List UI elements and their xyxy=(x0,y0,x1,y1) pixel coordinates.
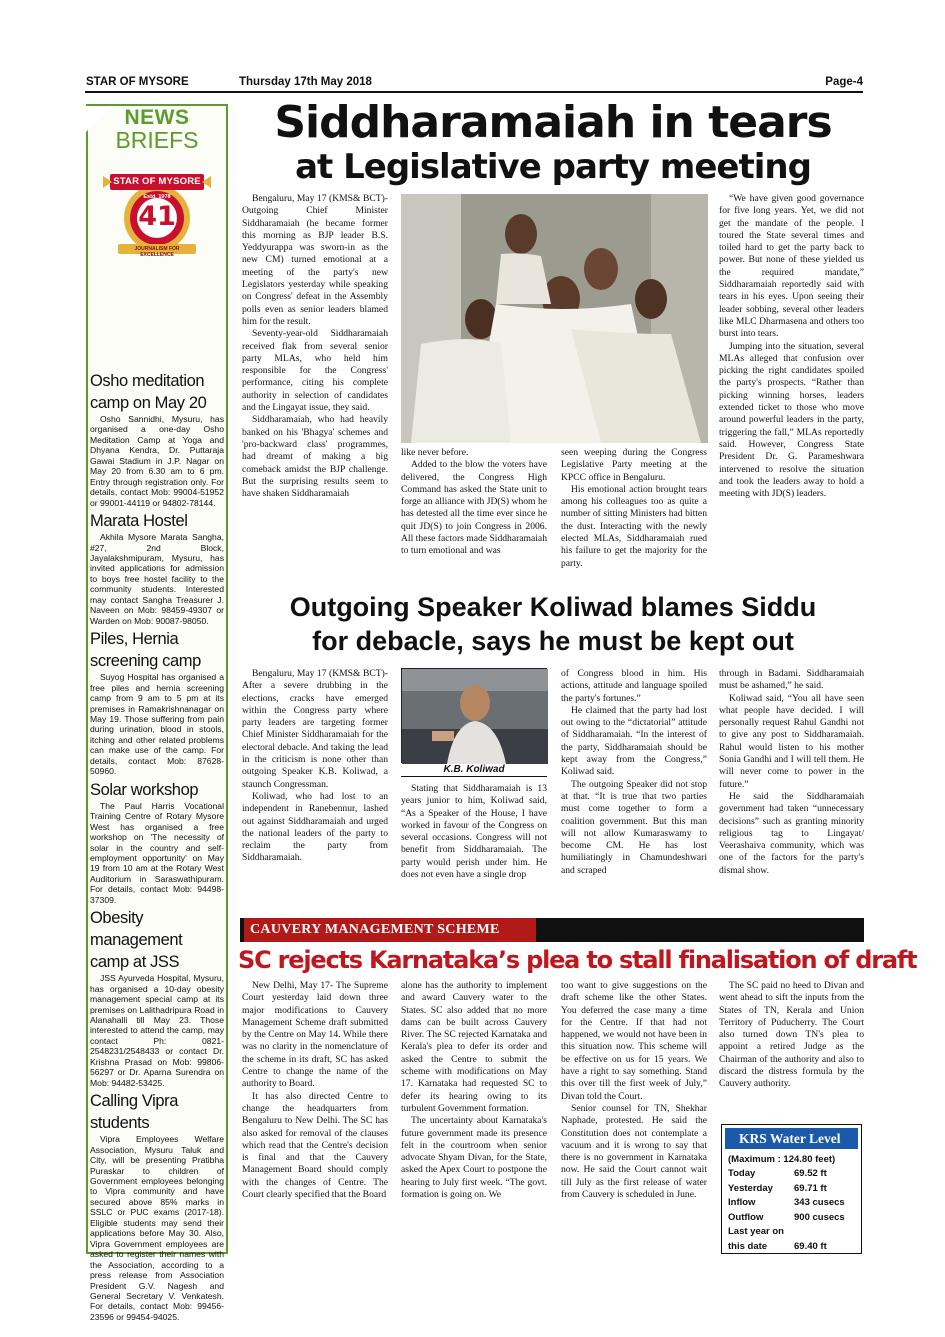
paragraph: The outgoing Speaker did not stop at that. “It is true that two parties must come together to form a coalition government. But this man will not allow Kumaraswamy to become CM. He has lost humiliatingly in Chamundeshwari and scraped xyxy=(561,778,707,876)
masthead-name: STAR OF MYSORE xyxy=(86,76,189,88)
article2-headline-line1: Outgoing Speaker Koliwad blames Siddu xyxy=(289,592,817,622)
krs-label: Outflow xyxy=(728,1211,764,1223)
krs-label: Yesterday xyxy=(728,1182,773,1194)
photo-caption: K.B. Koliwad xyxy=(401,764,547,777)
logo-estd: Estd. 1978 xyxy=(143,194,171,200)
brief-body: The Paul Harris Vocational Training Centre of Rotary Mysore West has organised a free workshop on 'The necessity of solar in the country and self- employment opportunity' on May 19 from 10 am at the Rotary West Auditorium in Saraswathipuram. For details, contact Mob: 94498-37309. xyxy=(90,800,224,905)
paragraph: “We have given good governance for five long years. Yet, we did not get the mandate of the people. I toured the State several times and toiled hard to get the party back to power. But none of these yielded us the required mandate,” Siddharamaiah reportedly said with tears in his eyes. Upon seeing their leader sobbing, several other leaders like MLC Dharmasena and others too burst into tears. xyxy=(719,193,864,340)
news-label: NEWS xyxy=(124,106,190,129)
paragraph: like never before. xyxy=(401,447,469,458)
brief-title: Osho meditation camp on May 20 xyxy=(90,372,207,412)
paragraph: too want to give suggestions on the draft scheme like the other States. You deferred the case many a time for the Centre. If that had not happened, we would not have been in this situation now. This scheme will be effective on us for 15 years. We have a right to say something. Stand this over till the first week of July,” Divan told the Court. xyxy=(561,980,707,1102)
paragraph: The uncertainty about Karnataka's future government made its presence felt in the courtroom when senior advocate Shyam Divan, for the State, asked the Apex Court to postpone the hearing to July first week. “The govt. formation is going on. We xyxy=(401,1115,547,1201)
article3-col3 xyxy=(561,980,707,1255)
paragraph: Koliwad, who had lost to an independent in Ranebennur, lashed out against Siddharamaiah and urged the national leaders of the party to reclaim the party from Siddharamaiah. xyxy=(242,790,388,864)
brief-title: Calling Vipra students xyxy=(90,1092,179,1133)
paragraph: seen weeping during the Congress Legislative Party meeting at the KPCC office in Bengaluru. xyxy=(561,447,707,483)
paragraph: Added to the blow the voters have delivered, the Congress High Command has asked the State unit to forge an alliance with JD(S) whom he has detested all the time ever since he quit JD(S) to join Congress in 2006. All these factors made Siddharamaiah to turn emotional and was xyxy=(401,459,547,557)
koliwad-photo xyxy=(401,668,547,763)
koliwad-portrait-image xyxy=(402,669,548,764)
paragraph: alone has the authority to implement and award Cauvery water to the States. SC also added that no more dams can be built across Cauvery River. The SC rejected Karnataka and Kerala's plea to defer its order and asked the Centre to submit the scheme with modifications on May 17. Karnataka had requested SC to defer its hearing owing to its turbulent Government formation. xyxy=(401,980,547,1114)
brief-title: Piles, Hernia screening camp xyxy=(90,630,201,671)
paragraph: through in Badami. Siddharamaiah must be ashamed,” he said. xyxy=(719,668,864,692)
brief-body: JSS Ayurveda Hospital, Mysuru, has organised a 10-day obesity management special camp at its premises on Lalithadripura Road in Alanahalli till May 23. Those interested to attend the camp, may contact Ph: 0821-2548231/2548433 or contact Dr. Krishna Prasad on Mob: 99806-56297 or Dr. Aparna Surendra on Mob: 94482-53425. xyxy=(90,973,224,1088)
news-briefs-sidebar xyxy=(86,104,228,1322)
krs-row xyxy=(728,1183,858,1198)
article1-col4 xyxy=(719,193,864,588)
krs-title: KRS Water Level xyxy=(725,1128,858,1149)
article1-col1 xyxy=(242,193,388,588)
article3-headline: SC rejects Karnataka’s plea to stall finalisation of draft xyxy=(238,946,917,974)
paragraph: It has also directed Centre to change the headquarters from Bengaluru to New Delhi. The SC has also asked for removal of the clauses which read that the Centre's decision is final and that the Cauvery Management Board should comply with the changes of Centre. The Court clearly specified that the Board xyxy=(242,1090,388,1201)
brief-title: Obesity management camp at JSS xyxy=(90,909,183,972)
article2-col3 xyxy=(561,668,707,908)
krs-row xyxy=(728,1212,858,1227)
siddharamaiah-photo xyxy=(401,194,708,443)
article1-headline-line2: at Legislative party meeting xyxy=(295,147,811,187)
brief-body: Suyog Hospital has organised a free piles and hernia screening camp from 9 am to 5 pm at its premises in Ramakrishnanagar on May 19. Those suffering from pain during urination, blood in stools, itching and other related problems can make use of the camp. For details, contact Mob: 87628-50960. xyxy=(90,672,224,777)
krs-label: this date xyxy=(728,1240,768,1252)
paragraph: Bengaluru, May 17 (KMS& BCT)- After a severe drubbing in the elections, cracks have emerged within the Congress party where party leaders are targeting former Chief Minister Siddharamaiah for the electoral debacle. And taking the lead in the criticism is none other than outgoing Speaker K.B. Koliwad, a staunch Congressman. xyxy=(242,668,388,790)
krs-water-level-box xyxy=(721,1124,862,1254)
paragraph: He said the Siddharamaiah government had taken “unnecessary decisions” such as granting minority religious tag to Lingayat/ Veerashaiva community, which was one of the factors for the party's dismal show. xyxy=(719,790,864,876)
paragraph: Jumping into the situation, several MLAs alleged that confusion over picking the right candidates spoiled the party's prospects. “Rather than picking winning horses, leaders extended ticket to those who move around powerful leaders in the party, triggering the fall,” MLAs reportedly said. However, Congress State President Dr. G. Parameshwara intervened to resolve the situation and took the leaders away to hold a meeting with JD(S) leaders. xyxy=(719,340,864,500)
page-number: Page-4 xyxy=(825,76,863,88)
krs-maximum: (Maximum : 124.80 feet) xyxy=(728,1154,836,1165)
paragraph: of Congress blood in him. His actions, attitude and language spoiled the party's fortunes.” xyxy=(561,668,707,704)
logo-bottom-text: JOURNALISM FOR EXCELLENCE xyxy=(134,246,180,258)
krs-value: 69.52 ft xyxy=(794,1168,827,1179)
article1-col2 xyxy=(401,447,547,588)
brief-body: Vipra Employees Welfare Association, Mysuru Taluk and City, will be presenting Pratibha Puraskar to children of Government employees belonging to Vipra community and have secured above 85% marks in SSLC or PUC exams (2017-18). Eligible students may send their applications before May 30. Also, Vipra Government employees are asked to register their names with the Association, according to a press release from Association President G.V. Nagesh and General Secretary V. Venkatesh. For details, contact Mob: 99456-23596 or 99454-94025. xyxy=(90,1134,224,1322)
paragraph: Stating that Siddharamaiah is 13 years junior to him, Koliwad said, “As a Speaker of the House, I have worked in favour of the Congress on several occasions. Congress will not benefit from Siddharamaiah. The party would perish under him. He does not even have a single drop xyxy=(401,783,547,881)
logo-number: 41 xyxy=(138,201,176,232)
article1-col3 xyxy=(561,447,707,588)
paragraph: The SC paid no heed to Divan and went ahead to sift the inputs from the States of TN, Kerala and Union Territory of Puducherry. The Court also turned down TN's plea to appoint a retired Judge as the Chairman of the authority and also to discard the distress formula by the Cauvery authority. xyxy=(719,980,864,1090)
brief-body: Osho Sannidhi, Mysuru, has organised a one-day Osho Meditation Camp at Yoga and Dhyana Kendra, Dr. Puttaraja Gawai Stadium in J.P. Nagar on May 20 from 6.30 am to 6 pm. Entry through registration only. For details, contact Mob: 99004-51952 or 99001-44119 or 94802-78144. xyxy=(90,414,224,508)
article3-col1 xyxy=(242,980,388,1255)
brief-title: Solar workshop xyxy=(90,780,199,799)
paragraph: Bengaluru, May 17 (KMS& BCT)- Outgoing Chief Minister Siddharamaiah (he became former this morning as BJP leader B.S. Yeddyurappa was sworn-in as the new CM) turned emotional at a meeting of the party's new Legislators yesterday while speaking on Congress' defeat in the Assembly polls even as senior leaders blamed him for the result. xyxy=(242,193,388,327)
briefs-label: BRIEFS xyxy=(115,127,199,153)
star-of-mysore-41-logo xyxy=(100,168,214,262)
paragraph: Koliwad said, “You all have seen what people have decided. I will personally request Rahul Gandhi not to give any post to Siddharamaiah. Rahul would listen to his mother Sonia Gandhi and I will tell them. He will never come to power in the future.” xyxy=(719,692,864,790)
article1-headline-line1: Siddharamaiah in tears xyxy=(274,97,832,148)
paragraph: His emotional action brought tears among his colleagues too as quite a number of sitting Ministers had bitten the dust. Interacting with the newly elected MLAs, Siddharamaiah rued his failure to get the majority for the party. xyxy=(561,483,707,569)
krs-label: Today xyxy=(728,1168,756,1179)
briefs-list xyxy=(90,368,224,1322)
paragraph: Seventy-year-old Siddharamaiah received flak from several senior party MLAs, who held him responsible for the Congress' performance, citing his complete authority in selection of candidates and the Lingayat issue, they said. xyxy=(242,328,388,414)
article3-col4 xyxy=(719,980,864,1110)
brief-body: Akhila Mysore Marata Sangha, #27, 2nd Block, Jayalakshmipuram, Mysuru, has invited applications for admission to boys free hostel facility to the community students. Interested may contact Sangha Treasurer J. Naveen on Mob: 98459-49307 or Warden on Mob: 90087-98050. xyxy=(90,532,224,626)
krs-table xyxy=(728,1168,858,1255)
article2-col4 xyxy=(719,668,864,908)
crowd-photo-image xyxy=(401,194,708,443)
krs-row xyxy=(728,1241,858,1256)
brief-title: Marata Hostel xyxy=(90,512,188,531)
article2-col1 xyxy=(242,668,388,908)
header-rule xyxy=(85,91,863,93)
krs-row xyxy=(728,1168,858,1183)
paragraph: He claimed that the party had lost out owing to the “dictatorial” attitude of Siddharamaiah. “In the interest of the party, Siddharamaiah should be kept away from the Congress,” Koliwad said. xyxy=(561,704,707,778)
article2-headline-line2: for debacle, says he must be kept out xyxy=(312,626,794,656)
krs-row xyxy=(728,1197,858,1212)
krs-value: 900 cusecs xyxy=(794,1211,845,1223)
krs-label: Inflow xyxy=(728,1197,756,1208)
krs-value: 69.40 ft xyxy=(794,1240,827,1252)
paragraph: Senior counsel for TN, Shekhar Naphade, protested. He said the Constitution does not contemplate a vacuum and it is wrong to say that there is no government in Karnataka now. He said the Court cannot wait till July as the first release of water from Cauvery is scheduled in June. xyxy=(561,1102,707,1201)
krs-last-year-label1: Last year on xyxy=(728,1226,784,1237)
issue-date: Thursday 17th May 2018 xyxy=(239,76,372,88)
krs-value: 343 cusecs xyxy=(794,1197,845,1208)
section-kicker: CAUVERY MANAGEMENT SCHEME xyxy=(250,922,500,937)
logo-top-text: STAR OF MYSORE xyxy=(113,176,201,187)
article2-col2 xyxy=(401,783,547,908)
article3-col2 xyxy=(401,980,547,1255)
paragraph: Siddharamaiah, who had heavily banked on his 'Bhagya' schemes and 'pro-backward class' programmes, had dreamt of making a big comeback amidst the BJP challenge. But the surprising results seem to have shaken Siddharamaiah xyxy=(242,414,388,500)
krs-value: 69.71 ft xyxy=(794,1182,827,1194)
paragraph: New Delhi, May 17- The Supreme Court yesterday laid down three major modifications to Cauvery Management Scheme draft submitted by the Centre on May 14. While there was no clarity in the nomenclature of the scheme in its draft, SC has asked Centre to change the name of the authority to Board. xyxy=(242,980,388,1090)
